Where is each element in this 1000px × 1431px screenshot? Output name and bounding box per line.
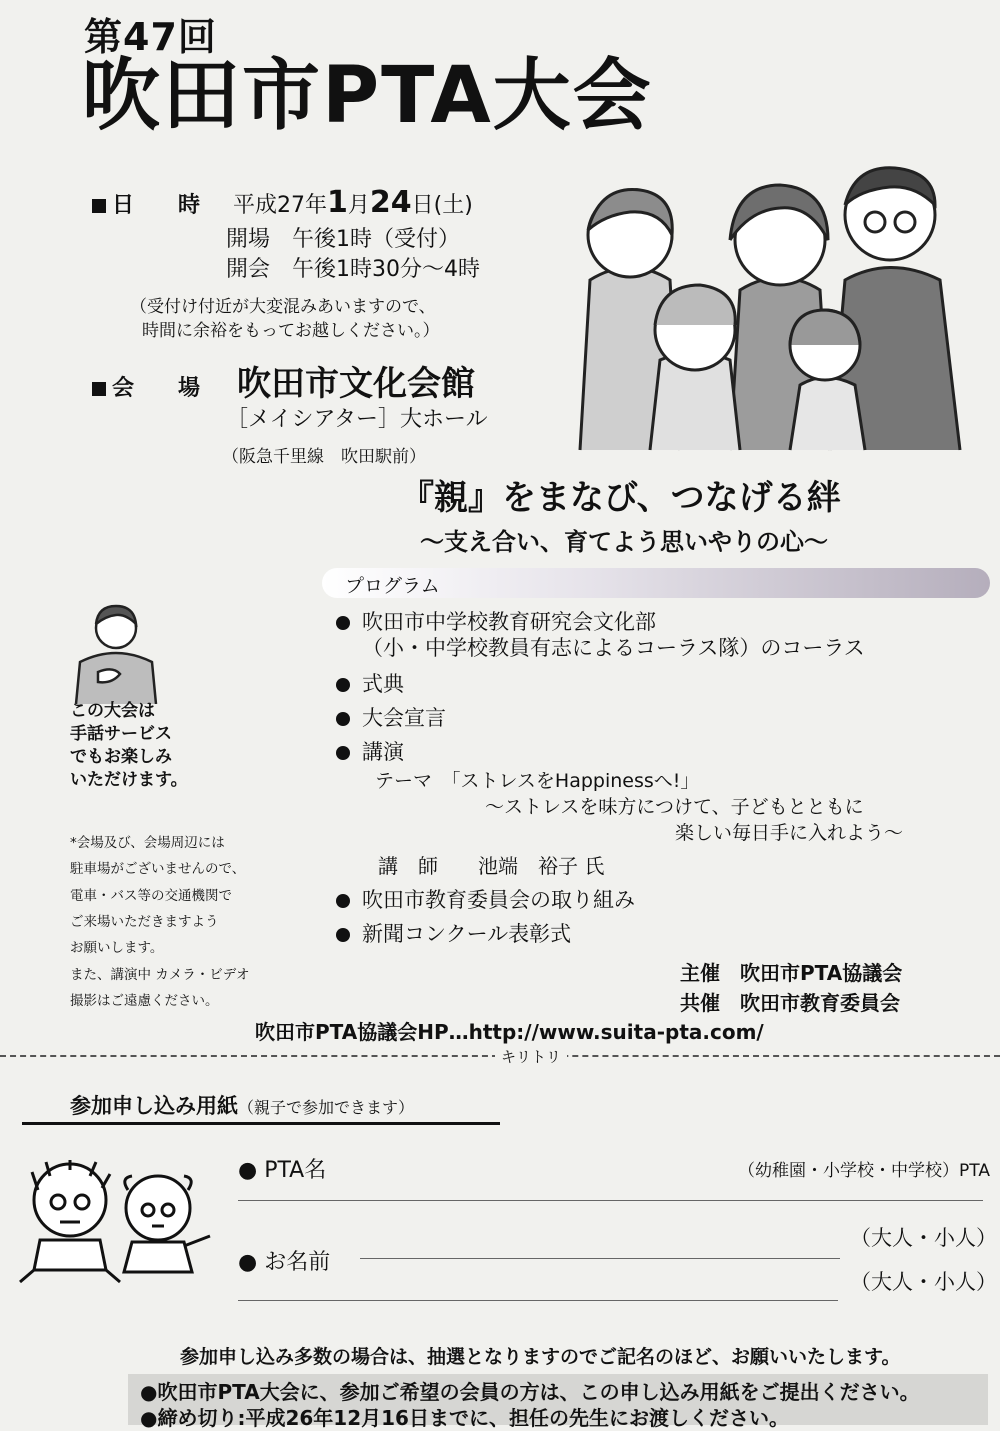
host: 主催 吹田市PTA協議会: [680, 961, 903, 985]
date-day: 24: [369, 185, 412, 220]
deadline-notice: ●締め切り:平成26年12月16日までに、担任の先生にお渡しください。: [140, 1406, 789, 1430]
open-time: 開場 午後1時（受付）: [226, 227, 460, 252]
form-title-rule: [22, 1122, 500, 1125]
bullet-icon: [336, 678, 350, 692]
submission-notice: ●吹田市PTA大会に、参加ご希望の会員の方は、この申し込み用紙をご提出ください。: [140, 1380, 920, 1404]
program-item-text: 新聞コンクール表彰式: [362, 922, 572, 946]
pta-name-label: ● PTA名: [238, 1158, 327, 1183]
date-prefix: 平成27年: [233, 193, 328, 218]
theme-subtitle: ～支え合い、育てよう思いやりの心～: [420, 528, 828, 556]
date-month-unit: 月: [347, 193, 370, 218]
program-item-text: 講演: [362, 740, 404, 764]
program-item: [336, 918, 571, 948]
page-title: 吹田市PTA大会: [82, 51, 653, 141]
date-row: [92, 183, 473, 222]
bullet-icon: [336, 894, 350, 908]
form-title-sub: （親子で参加できます）: [238, 1098, 415, 1117]
program-item-text: 吹田市中学校教育研究会文化部: [362, 610, 656, 634]
program-item-text: 吹田市教育委員会の取り組み: [362, 888, 635, 912]
form-title-text: 参加申し込み用紙: [70, 1094, 238, 1118]
organizers: [680, 958, 902, 1018]
edition-label: 第47回: [84, 15, 217, 59]
pta-school-type: （幼稚園・小学校・中学校）PTA: [738, 1161, 990, 1181]
theme-main: 『親』をまなび、つなげる絆: [400, 478, 841, 518]
lecturer: 講 師 池端 裕子 氏: [378, 854, 605, 878]
adult-child-choice-2[interactable]: （大人・小人）: [850, 1270, 997, 1294]
venue-label: 会 場: [112, 376, 201, 401]
lecture-theme-line3: 楽しい毎日手に入れよう～: [675, 822, 904, 844]
name-label: ● お名前: [238, 1250, 331, 1275]
program-item: [336, 668, 404, 698]
program-item: [336, 702, 446, 732]
adult-child-choice-1[interactable]: （大人・小人）: [850, 1226, 997, 1250]
venue-row: [92, 362, 475, 406]
cut-label: キリトリ: [495, 1046, 567, 1067]
pta-name-field[interactable]: [238, 1200, 983, 1201]
program-label: プログラム: [345, 575, 440, 597]
lottery-note: 参加申し込み多数の場合は、抽選となりますのでご記名のほど、お願いいたします。: [180, 1346, 901, 1368]
sign-language-note: この大会は 手話サービス でもお楽しみ いただけます。: [70, 701, 188, 790]
lecture-theme-line2: ～ストレスを味方につけて、子どもとともに: [485, 796, 864, 818]
bullet-icon: [336, 616, 350, 630]
homepage-link[interactable]: 吹田市PTA協議会HP…http://www.suita-pta.com/: [255, 1020, 764, 1044]
program-item: [336, 736, 404, 766]
date-weekday: (土): [433, 193, 473, 218]
program-item: [336, 884, 635, 914]
cohost: 共催 吹田市教育委員会: [680, 991, 900, 1015]
bullet-icon: [336, 746, 350, 760]
crowd-note-1: （受付け付近が大変混みあいますので、: [130, 297, 436, 317]
square-bullet-icon: [92, 199, 106, 213]
family-illustration: [560, 160, 990, 460]
date-month: 1: [327, 185, 348, 220]
lecture-theme: テーマ 「ストレスをHappinessへ!」: [375, 770, 700, 792]
program-item-text: 大会宣言: [362, 706, 446, 730]
sign-language-illustration: [68, 600, 164, 704]
name-field-1[interactable]: [360, 1258, 840, 1259]
bullet-icon: [336, 928, 350, 942]
parking-note: *会場及び、会場周辺には 駐車場がございませんので、 電車・バス等の交通機関で ご来場いただきますよう お願いします。 また、講演中 カメラ・ビデオ 撮影はご遠慮ください。: [70, 835, 250, 1009]
form-title: [70, 1090, 414, 1120]
children-illustration: [10, 1160, 220, 1285]
name-field-2[interactable]: [238, 1300, 838, 1301]
square-bullet-icon: [92, 382, 106, 396]
bullet-icon: [336, 712, 350, 726]
venue-access: （阪急千里線 吹田駅前）: [222, 447, 426, 467]
venue-name: 吹田市文化会館: [237, 364, 476, 404]
program-item-text: 式典: [362, 672, 404, 696]
start-time: 開会 午後1時30分～4時: [226, 257, 480, 282]
date-day-unit: 日: [411, 193, 434, 218]
crowd-note-2: 時間に余裕をもってお越しください。）: [142, 321, 440, 341]
program-item-cont: （小・中学校教員有志によるコーラス隊）のコーラス: [362, 636, 865, 660]
date-label: 日 時: [112, 193, 201, 218]
venue-hall: ［メイシアター］大ホール: [226, 407, 488, 432]
